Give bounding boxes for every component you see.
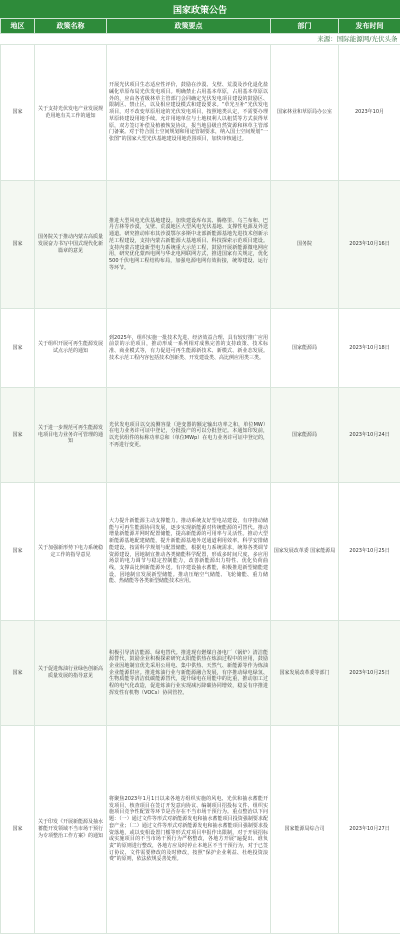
cell-region: 国家 <box>1 181 35 309</box>
cell-policy-points: 大力提升新能源主动支撑能力。推动系统友好型电站建设，有序推动储能与可再生能源协同发展，逐步实现新能源对传统能源的可替代。推动增量新能源并网时配置储能，提高新能源的可用率与灵活性。推动大型新能源基地配建储能，提升新能源基地外送通道利用效率。科学安排储能建设。按需科学规划与配置储能，根据电力系统需求，统筹各类调节资源建设，因地制宜推动各类储能科学配置，形成多时间尺度、多应用场景的电力调节与稳定控制能力，改善新能源出力特性、优化负荷曲线，支撑高比例新能源外送。有序建设抽水蓄能，积极推进新型储能建设，因地制宜发展新型储能。推动压缩空气储能、飞轮储能、重力储能、热储能等各类新型储能技术应用。 <box>107 483 271 621</box>
cell-policy-points: 将聚焦2023年1月1日以来各地方组织实施的风电、光伏和抽水蓄能开发项目，核查项目在签订开发意向协议、编制项目招投标文件、组织实施项目竞争性配置等环节是否存在不当市场干预行为。重点整治以下问题：（一）通过文件等形式对新能源发电和抽水蓄能项目投资强制要求配套产业；（二）通过文件等形式对新能源发电和抽水蓄能项目强制要求投资落地，或以变相设置门槛等形式对项目申报作出限制，对于开展招标或实施项目的不当市场干预行为严格整改，各地方开展“遍提出、谁负责”的原则进行整改，各地方应及时停止本地区不当干预行为，对于已签订协议、文件需要修改的及时修改，按照“保护企业利益、杜绝投资浪费”的原则，依法依规妥善处理。 <box>107 726 271 934</box>
cell-policy-points: 开展光伏项目生态适应性评价，鼓励在沙漠、戈壁、荒漠及沙化退化盐碱化草原布局光伏发电项目。明确禁止占用基本草原，占用基本草原以外的，应由各省级林草主管部门会同确定光伏发电项目建设的鼓励区、限制区、禁止区，以及相应建设模式和建设要求。“草光互补”光伏发电项目，对不改变草原用途的光伏发电项目，按照地类认定，不需要办理草原转建设用地手续。允许用地单位与土地权利人以租赁等方式获得草原，双方签订补偿及植被恢复协议，报当地县级自然资源和林草主管部门备案。对于符合国土空间规划和用途管制要求，纳入国土空间规划“一张图”的国家大型光伏基地建设用地范围项目，加快审核通过。 <box>107 45 271 181</box>
table-row <box>1 726 400 934</box>
cell-region: 国家 <box>1 45 35 181</box>
cell-region: 国家 <box>1 621 35 726</box>
cell-policy-points: 到2025年，组织实施一批技术先进、经济效益合理、具有较好推广应用前景的示范项目，推动形成一系列相对成熟完善的支持政策、技术标准、商业模式等，有力促进可再生能源新技术、新模式、新业态发展。技术示范工程内容包括技术创新类、开发建设类、高比例应用类三类。 <box>107 309 271 388</box>
table-row <box>1 309 400 388</box>
cell-policy-name: 关于促进炼油行业绿色创新高质量发展的指导意见 <box>35 621 107 726</box>
cell-publish-date: 2023年10月18日 <box>339 309 400 388</box>
cell-region: 国家 <box>1 309 35 388</box>
cell-department: 国家能源局 <box>271 309 339 388</box>
cell-department: 国家能源局 <box>271 388 339 483</box>
cell-region: 国家 <box>1 726 35 934</box>
cell-policy-name: 关于进一步规范可再生能源发电项目电力业务许可管理的通知 <box>35 388 107 483</box>
cell-region: 国家 <box>1 483 35 621</box>
cell-policy-name: 关于组织开展可再生能源发展试点示范的通知 <box>35 309 107 388</box>
cell-department: 国家发展改革委等部门 <box>271 621 339 726</box>
header-region: 地区 <box>1 19 35 34</box>
header-policy-points: 政策要点 <box>107 19 271 34</box>
cell-region: 国家 <box>1 388 35 483</box>
cell-department: 国家林业和草原局办公室 <box>271 45 339 181</box>
table-row <box>1 388 400 483</box>
source-row <box>1 34 400 45</box>
page-title: 国家政策公告 <box>0 0 400 18</box>
cell-policy-name: 国务院关于推动内蒙古高质量发展奋力书写中国式现代化新篇章的意见 <box>35 181 107 309</box>
table-row <box>1 45 400 181</box>
cell-policy-name: 关于支持光伏发电产业发展规范用地有关工作的通知 <box>35 45 107 181</box>
cell-policy-name: 关于印发《开展新能源及抽水蓄能开发领域不当市场干预行为专项整治工作方案》的通知 <box>35 726 107 934</box>
table-row <box>1 621 400 726</box>
cell-publish-date: 2023年10月25日 <box>339 621 400 726</box>
cell-publish-date: 2023年10月 <box>339 45 400 181</box>
cell-department: 国家能源局综合司 <box>271 726 339 934</box>
cell-publish-date: 2023年10月27日 <box>339 726 400 934</box>
cell-policy-points: 推进大型风电光伏基地建设。加快建设库布其、腾格里、乌兰布和、巴丹吉林等沙漠，戈壁、荒漠地区大型风电光伏基地、支撑性电源及外送通道。研究推动库布其沙漠鄂尔多斯中北部新能源基地先进技术创新示范工程建设，支持内蒙古新能源大基地项目、科技探索示范项目建设。支持内蒙古建设新型电力系统重大示范工程，鼓励开展新能源微电网应用，研究优化蒙西电网与华北电网联网方式，推进国家有关规定，优化500千伏电网工程结构布局，加强电源电网有效衔接，统筹建设、运行等环节。 <box>107 181 271 309</box>
header-policy-name: 政策名称 <box>35 19 107 34</box>
table-row <box>1 181 400 309</box>
header-publish-date: 发布时间 <box>339 19 400 34</box>
header-department: 部门 <box>271 19 339 34</box>
cell-department: 国家发展改革委 国家能源局 <box>271 483 339 621</box>
cell-publish-date: 2023年10月24日 <box>339 388 400 483</box>
cell-policy-points: 光伏发电项目以交流侧容量（逆变器的额定输出功率之和，单位MW）在电力业务许可证中登记，分批投产的可以分批登记。本通知印发前，以光伏组件的标称功率总和（单位MWp）在电力业务许可证中登记的，不再进行变更。 <box>107 388 271 483</box>
cell-department: 国务院 <box>271 181 339 309</box>
table-row <box>1 483 400 621</box>
policy-table <box>0 18 400 934</box>
source-text: 来源：国际能源网/光伏头条 <box>317 34 398 43</box>
cell-policy-points: 积极引导清洁能源、绿电替代。推进现有燃煤自备电厂（锅炉）清洁能源替代，鼓励企业积极探索研究太阳能供热在炼油过程中的应用，鼓励企业因地制宜优先采用公用电、集中供热、天然气、新能源等作为炼油企业能源供应。推进炼油行业与新能源融合发展，有序推动绿电绿氢、生物质能等清洁低碳能源替代，提升绿电在用能中的比重，推动加工过程的电气化改造，促进炼油行业实现减污降碳协同增效，稳妥有序推进挥发性有机物（VOCs）协同管控。 <box>107 621 271 726</box>
cell-policy-name: 关于加强新形势下电力系统稳定工作的指导意见 <box>35 483 107 621</box>
table-header-row <box>1 19 400 34</box>
cell-publish-date: 2023年10月25日 <box>339 483 400 621</box>
cell-publish-date: 2023年10月16日 <box>339 181 400 309</box>
